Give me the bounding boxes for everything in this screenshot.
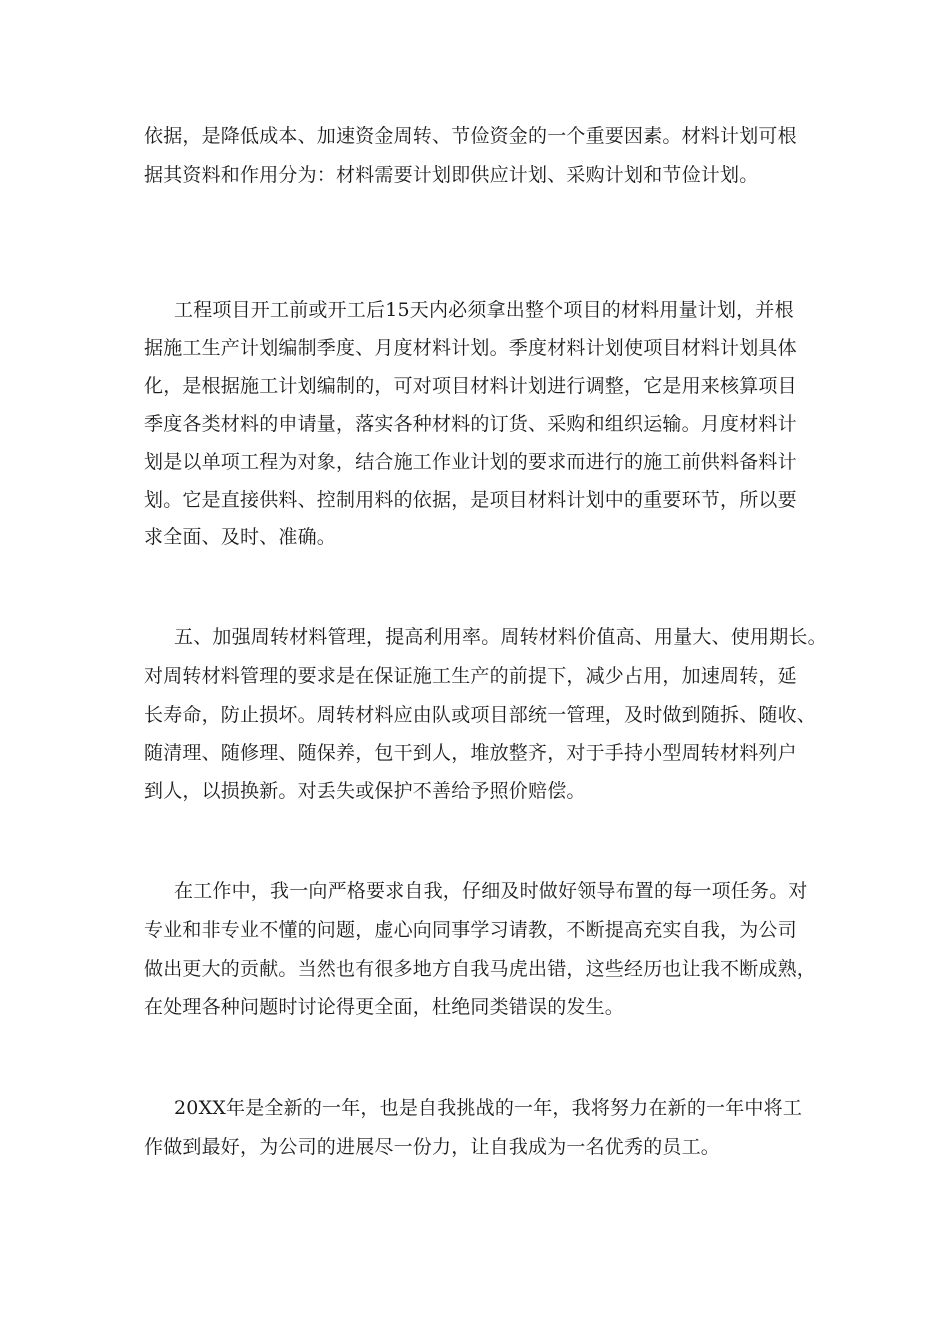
paragraph-5-line-1: 20XX年是全新的一年，也是自我挑战的一年，我将努力在新的一年中将工 bbox=[174, 1097, 803, 1119]
paragraph-4-line-3: 做出更大的贡献。当然也有很多地方自我马虎出错，这些经历也让我不断成熟， bbox=[144, 958, 817, 980]
paragraph-5-line-2: 作做到最好，为公司的进展尽一份力，让自我成为一名优秀的员工。 bbox=[144, 1136, 721, 1158]
paragraph-2-line-2: 据施工生产计划编制季度、月度材料计划。季度材料计划使项目材料计划具体 bbox=[144, 337, 797, 359]
paragraph-4-line-2: 专业和非专业不懂的问题，虚心向同事学习请教，不断提高充实自我，为公司 bbox=[144, 919, 797, 941]
paragraph-2-line-1: 工程项目开工前或开工后15天内必须拿出整个项目的材料用量计划，并根 bbox=[174, 299, 794, 321]
paragraph-1-line-2: 据其资料和作用分为：材料需要计划即供应计划、采购计划和节俭计划。 bbox=[144, 164, 759, 186]
paragraph-3-line-1: 五、加强周转材料管理，提高利用率。周转材料价值高、用量大、使用期长。 bbox=[174, 626, 827, 648]
paragraph-4-line-1: 在工作中，我一向严格要求自我，仔细及时做好领导布置的每一项任务。对 bbox=[174, 880, 808, 902]
paragraph-2-line-6: 划。它是直接供料、控制用料的依据，是项目材料计划中的重要环节，所以要 bbox=[144, 489, 797, 511]
paragraph-1-line-1: 依据，是降低成本、加速资金周转、节俭资金的一个重要因素。材料计划可根 bbox=[144, 125, 797, 147]
paragraph-2-line-5: 划是以单项工程为对象，结合施工作业计划的要求而进行的施工前供料备料计 bbox=[144, 451, 797, 473]
paragraph-3-line-3: 长寿命，防止损坏。周转材料应由队或项目部统一管理，及时做到随拆、随收、 bbox=[144, 704, 817, 726]
paragraph-3-line-5: 到人，以损换新。对丢失或保护不善给予照价赔偿。 bbox=[144, 780, 586, 802]
paragraph-3-line-2: 对周转材料管理的要求是在保证施工生产的前提下，减少占用，加速周转，延 bbox=[144, 665, 797, 687]
paragraph-2-line-4: 季度各类材料的申请量，落实各种材料的订货、采购和组织运输。月度材料计 bbox=[144, 413, 797, 435]
paragraph-2-line-7: 求全面、及时、准确。 bbox=[144, 526, 337, 548]
paragraph-4-line-4: 在处理各种问题时讨论得更全面，杜绝同类错误的发生。 bbox=[144, 996, 625, 1018]
paragraph-2-line-3: 化，是根据施工计划编制的，可对项目材料计划进行调整，它是用来核算项目 bbox=[144, 375, 797, 397]
paragraph-3-line-4: 随清理、随修理、随保养，包干到人，堆放整齐，对于手持小型周转材料列户 bbox=[144, 742, 797, 764]
